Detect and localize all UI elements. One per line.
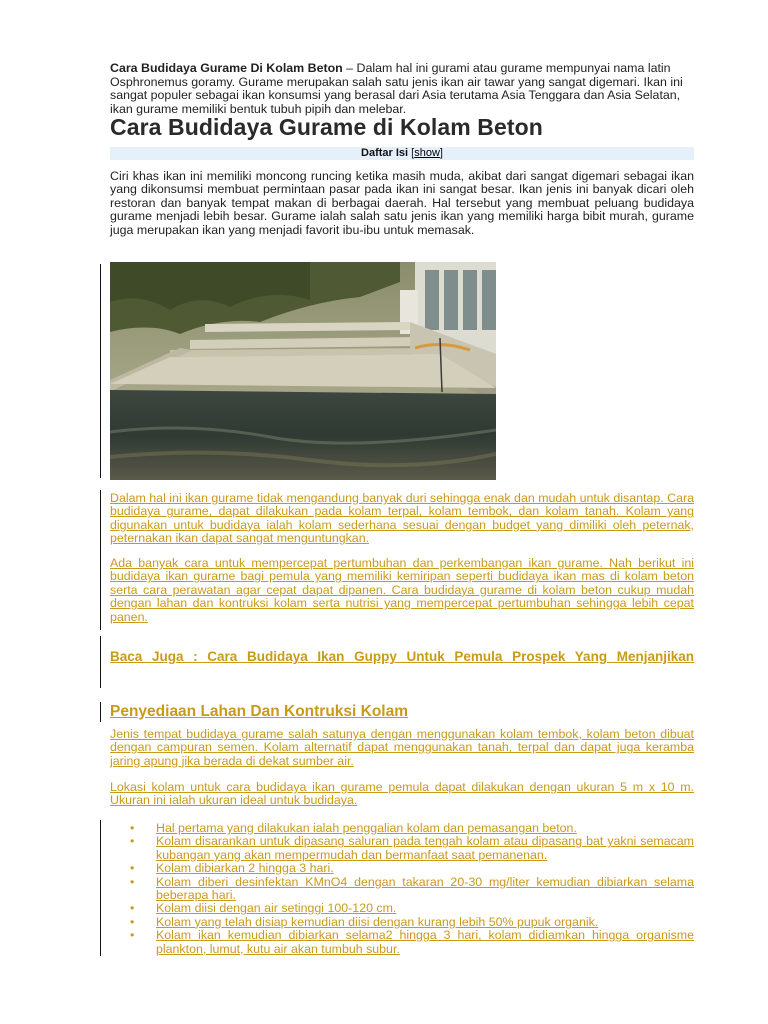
baca-juga-link[interactable] (110, 649, 694, 664)
margin-rule (100, 636, 101, 688)
list-item[interactable] (130, 916, 694, 929)
toc-bracket-close: ] (439, 147, 443, 159)
intro-paragraph (110, 62, 694, 116)
body-paragraph: Ciri khas ikan ini memiliki moncong runcing ketika masih muda, akibat dari sangat digemari sebagai ikan yang dikonsumsi membuat permintaan pasar pada ikan ini sangat besar. Ikan jenis ini banyak dicari oleh restoran dan banyak tempat makan di berbagai daerah. Hal tersebut yang membuat peluang budidaya gurame menjadi lebih besar. Gurame ialah salah satu jenis ikan yang memiliki harga bibit murah, gurame juga merupakan ikan yang menjadi favorit ibu-ibu untuk memasak. (110, 169, 694, 237)
list-item[interactable] (130, 822, 694, 835)
margin-rule (100, 264, 101, 478)
intro-text: – Dalam hal ini gurami atau gurame mempunyai nama latin Osphronemus goramy. Gurame merupakan salah satu jenis ikan air tawar yang sangat digemari. Ikan ini sangat populer sebagai ikan konsumsi yang berasal dari Asia terutama Asia Tenggara dan Asia Selatan, ikan gurame memiliki bentuk tubuh pipih dan melebar. (110, 61, 683, 116)
margin-rule (100, 702, 101, 722)
list-item-text[interactable]: Kolam diisi dengan air setinggi 100-120 cm. (156, 901, 397, 916)
list-item[interactable] (130, 862, 694, 875)
list-item[interactable] (130, 929, 694, 956)
margin-rule (100, 820, 101, 956)
list-item-text[interactable]: Kolam ikan kemudian dibiarkan selama2 hingga 3 hari, kolam didiamkan hingga organisme plankton, lumut, kutu air akan tumbuh subur. (156, 928, 694, 956)
body-paragraph-link[interactable]: Lokasi kolam untuk cara budidaya ikan gurame pemula dapat dilakukan dengan ukuran 5 m x 10 m. Ukuran ini ialah ukuran ideal untuk budidaya. (110, 780, 694, 808)
bullet-icon: • (130, 914, 135, 929)
concrete-pond-photo (110, 262, 496, 480)
bullet-icon: • (130, 901, 135, 916)
list-item[interactable] (130, 835, 694, 862)
margin-rule (100, 490, 101, 630)
bullet-icon: • (130, 821, 135, 835)
toc-title: Daftar Isi (361, 147, 409, 159)
list-item[interactable] (130, 876, 694, 903)
list-item-text[interactable]: Kolam yang telah disiap kemudian diisi dengan kurang lebih 50% pupuk organik. (156, 914, 599, 929)
table-of-contents (110, 147, 694, 160)
list-item-text[interactable]: Kolam dibiarkan 2 hingga 3 hari. (156, 861, 334, 876)
page-title: Cara Budidaya Gurame di Kolam Beton (110, 114, 543, 140)
bullet-icon: • (130, 874, 135, 889)
list-item-text[interactable]: Kolam disarankan untuk dipasang saluran pada tengah kolam atau dipasang bat yakni semacam kubangan yang akan mempermudah dan bermanfaat saat pemanenan. (156, 834, 694, 862)
body-paragraph-link[interactable]: Ada banyak cara untuk mempercepat pertumbuhan dan perkembangan ikan gurame. Nah berikut ini budidaya ikan gurame bagi pemula yang memiliki kemiripan seperti budidaya ikan mas di kolam beton serta cara perawatan agar cepat dapat dipanen. Cara budidaya gurame di kolam beton cukup mudah dengan lahan dan kontruksi kolam serta nutrisi yang mempercepat pertumbuhan sehingga lebih cepat panen. (110, 556, 694, 624)
body-paragraph-link[interactable]: Dalam hal ini ikan gurame tidak mengandung banyak duri sehingga enak dan mudah untuk disantap. Cara budidaya gurame, dapat dilakukan pada kolam terpal, kolam tembok, dan kolam tanah. Kolam yang digunakan untuk budidaya ialah kolam sederhana sesuai dengan budget yang dimiliki oleh peternak, peternakan ikan dapat sangat menguntungkan. (110, 491, 694, 546)
baca-juga-text[interactable]: Baca Juga : Cara Budidaya Ikan Guppy Untuk Pemula Prospek Yang Menjanjikan (110, 649, 694, 664)
bullet-icon: • (130, 928, 135, 943)
list-item[interactable] (130, 902, 694, 915)
list-item-text[interactable]: Kolam diberi desinfektan KMnO4 dengan takaran 20-30 mg/liter kemudian dibiarkan selama beberapa hari. (156, 874, 694, 903)
bullet-icon: • (130, 861, 135, 876)
body-paragraph-link[interactable]: Jenis tempat budidaya gurame salah satunya dengan menggunakan kolam tembok, kolam beton dibuat dengan campuran semen. Kolam alternatif dapat menggunakan tanah, terpal dan dapat juga keramba jaring apung jika berada di dekat sumber air. (110, 727, 694, 768)
list-item-text[interactable]: Hal pertama yang dilakukan ialah penggalian kolam dan pemasangan beton. (156, 821, 577, 835)
intro-title: Cara Budidaya Gurame Di Kolam Beton (110, 61, 343, 75)
toc-bracket-open: [ (411, 147, 415, 159)
toc-show-link[interactable]: show (414, 147, 440, 159)
steps-list (130, 822, 694, 956)
bullet-icon: • (130, 834, 135, 849)
section-heading[interactable]: Penyediaan Lahan Dan Kontruksi Kolam (110, 703, 409, 720)
